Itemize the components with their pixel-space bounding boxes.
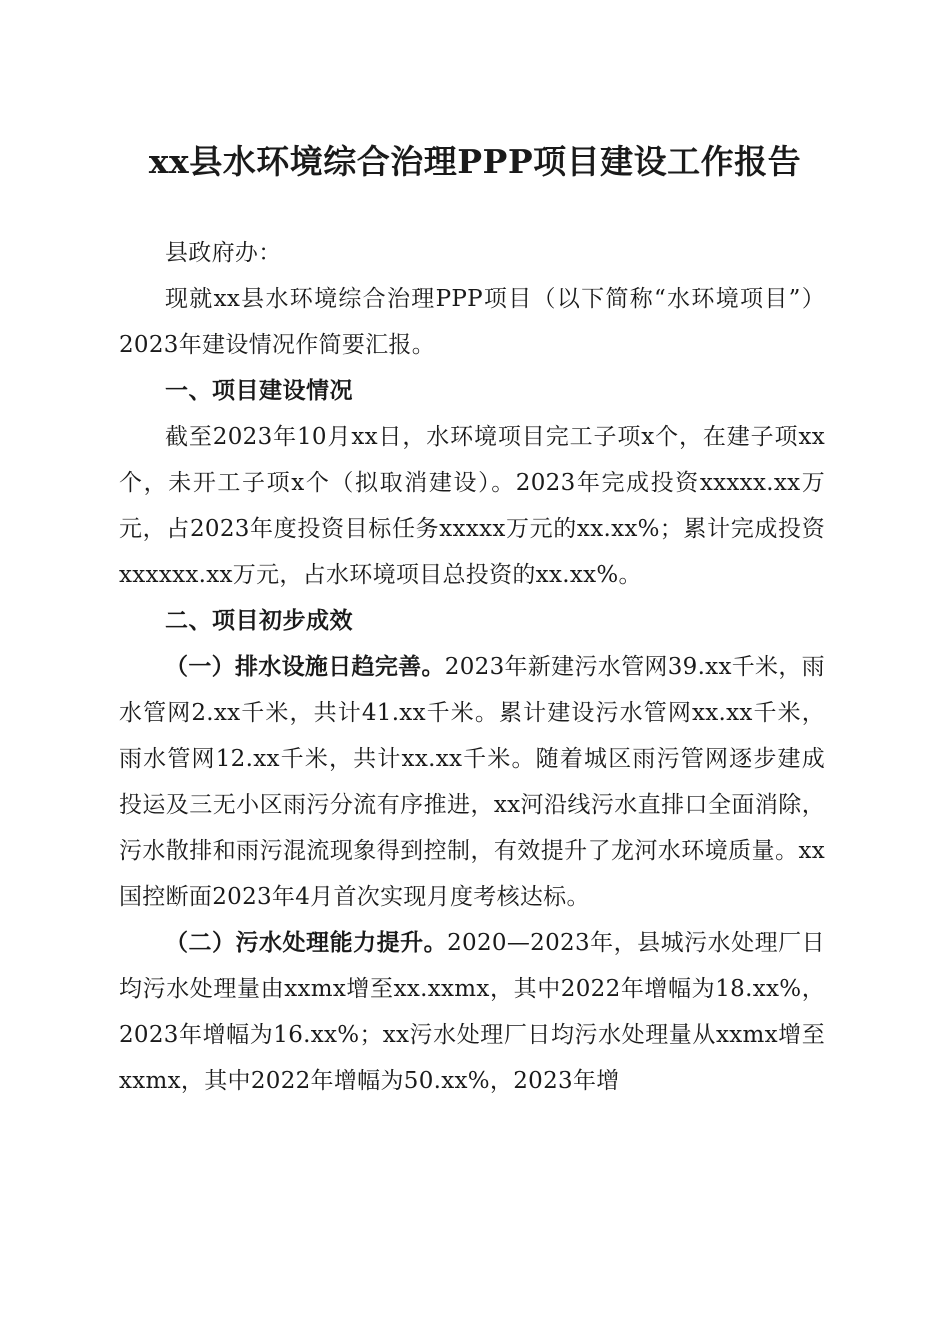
item-lead-sewage: （二）污水处理能力提升。: [165, 929, 448, 956]
results-item-drainage: [119, 644, 825, 920]
section-heading-construction: 一、项目建设情况: [165, 378, 353, 404]
item-text-drainage: 2023年新建污水管网39.xx千米，雨水管网2.xx千米，共计41.xx千米。累计建设污水管网xx.xx千米，雨水管网12.xx千米，共计xx.xx千米。随着城区雨污管网逐步建成投运及三无小区雨污分流有序推进，xx河沿线污水直排口全面消除，污水散排和雨污混流现象得到控制，有效提升了龙河水环境质量。xx国控断面2023年4月首次实现月度考核达标。: [119, 654, 825, 910]
document-title: xx县水环境综合治理PPP项目建设工作报告: [148, 142, 802, 181]
item-text-sewage: 2020—2023年，县城污水处理厂日均污水处理量由xxmx增至xx.xxmx，其中2022年增幅为18.xx%，2023年增幅为16.xx%；xx污水处理厂日均污水处理量从xxmx增至xxmx，其中2022年增幅为50.xx%，2023年增: [119, 930, 825, 1094]
document-body: [119, 230, 825, 1104]
intro-paragraph: 现就xx县水环境综合治理PPP项目（以下简称“水环境项目”）2023年建设情况作简要汇报。: [119, 286, 825, 358]
results-item-sewage: [119, 920, 825, 1104]
section-heading-results: 二、项目初步成效: [165, 608, 353, 634]
salutation: 县政府办：: [165, 240, 282, 266]
construction-paragraph: 截至2023年10月xx日，水环境项目完工子项x个，在建子项xx个，未开工子项x个（拟取消建设）。2023年完成投资xxxxx.xx万元，占2023年度投资目标任务xxxxx万元的xx.xx%；累计完成投资xxxxxx.xx万元，占水环境项目总投资的xx.xx%。: [119, 424, 825, 588]
item-lead-drainage: （一）排水设施日趋完善。: [165, 653, 445, 680]
